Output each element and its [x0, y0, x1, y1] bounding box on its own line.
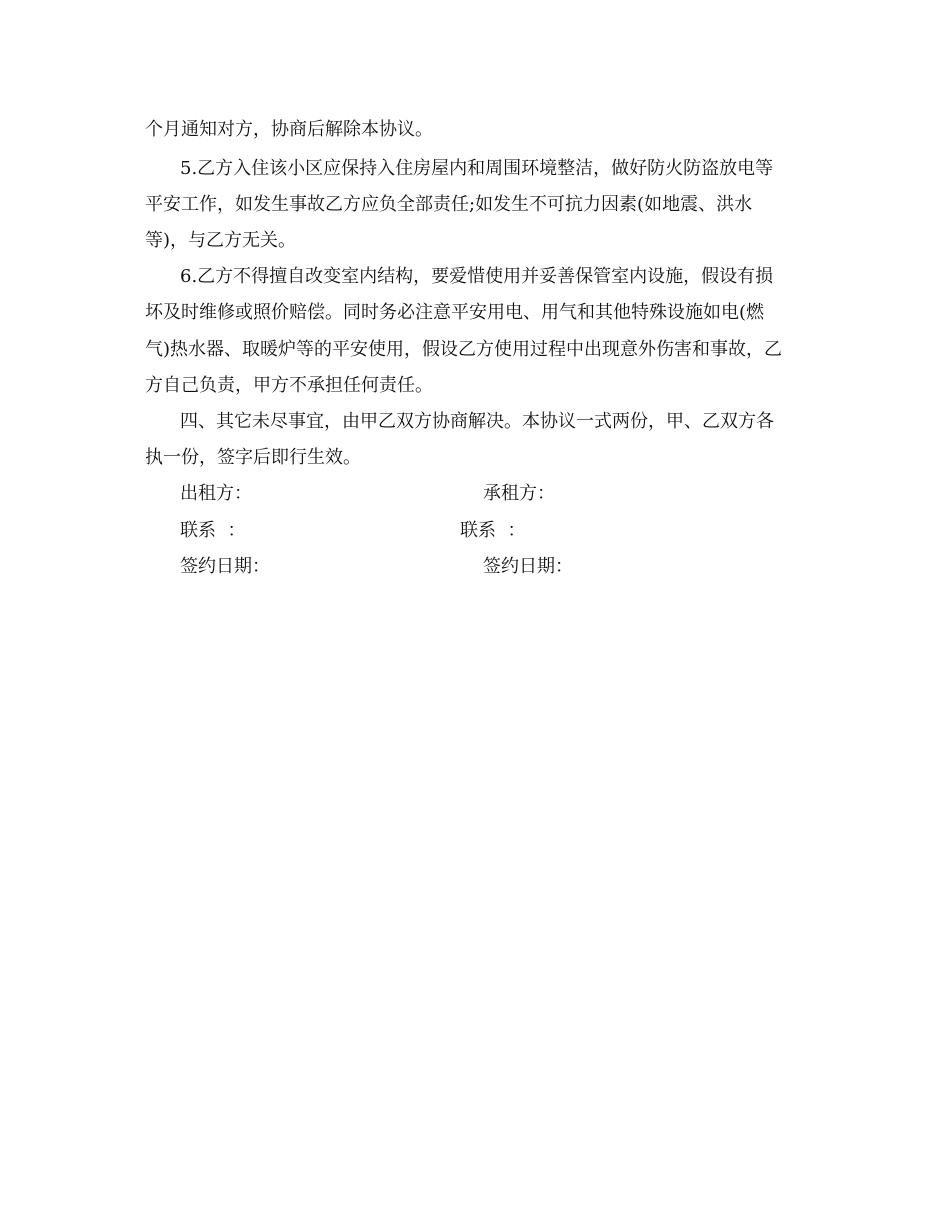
lessor-sign-date-label: 签约日期：: [180, 556, 270, 577]
paragraph-line: 方自己负责，甲方不承担任何责任。: [145, 375, 433, 396]
paragraph-line: 6.乙方不得擅自改变室内结构，要爱惜使用并妥善保管室内设施，假设有损: [180, 266, 774, 287]
paragraph-line: 个月通知对方，协商后解除本协议。: [145, 119, 433, 140]
paragraph-line: 执一份，签字后即行生效。: [145, 447, 361, 468]
lessee-sign-date-label: 签约日期：: [483, 556, 573, 577]
lessor-contact-label: 联系 ：: [180, 520, 246, 541]
lessee-label: 承租方：: [483, 483, 555, 504]
lessor-label: 出租方：: [180, 483, 252, 504]
paragraph-line: 等)，与乙方无关。: [145, 230, 297, 251]
paragraph-line: 四、其它未尽事宜，由甲乙双方协商解决。本协议一式两份，甲、乙双方各: [180, 411, 774, 432]
paragraph-line: 平安工作，如发生事故乙方应负全部责任;如发生不可抗力因素(如地震、洪水: [145, 194, 753, 215]
paragraph-line: 气)热水器、取暖炉等的平安使用，假设乙方使用过程中出现意外伤害和事故，乙: [145, 339, 783, 360]
paragraph-line: 坏及时维修或照价赔偿。同时务必注意平安用电、用气和其他特殊设施如电(燃: [145, 302, 765, 323]
paragraph-line: 5.乙方入住该小区应保持入住房屋内和周围环境整洁，做好防火防盗放电等: [180, 158, 774, 179]
lessee-contact-label: 联系 ：: [460, 520, 526, 541]
